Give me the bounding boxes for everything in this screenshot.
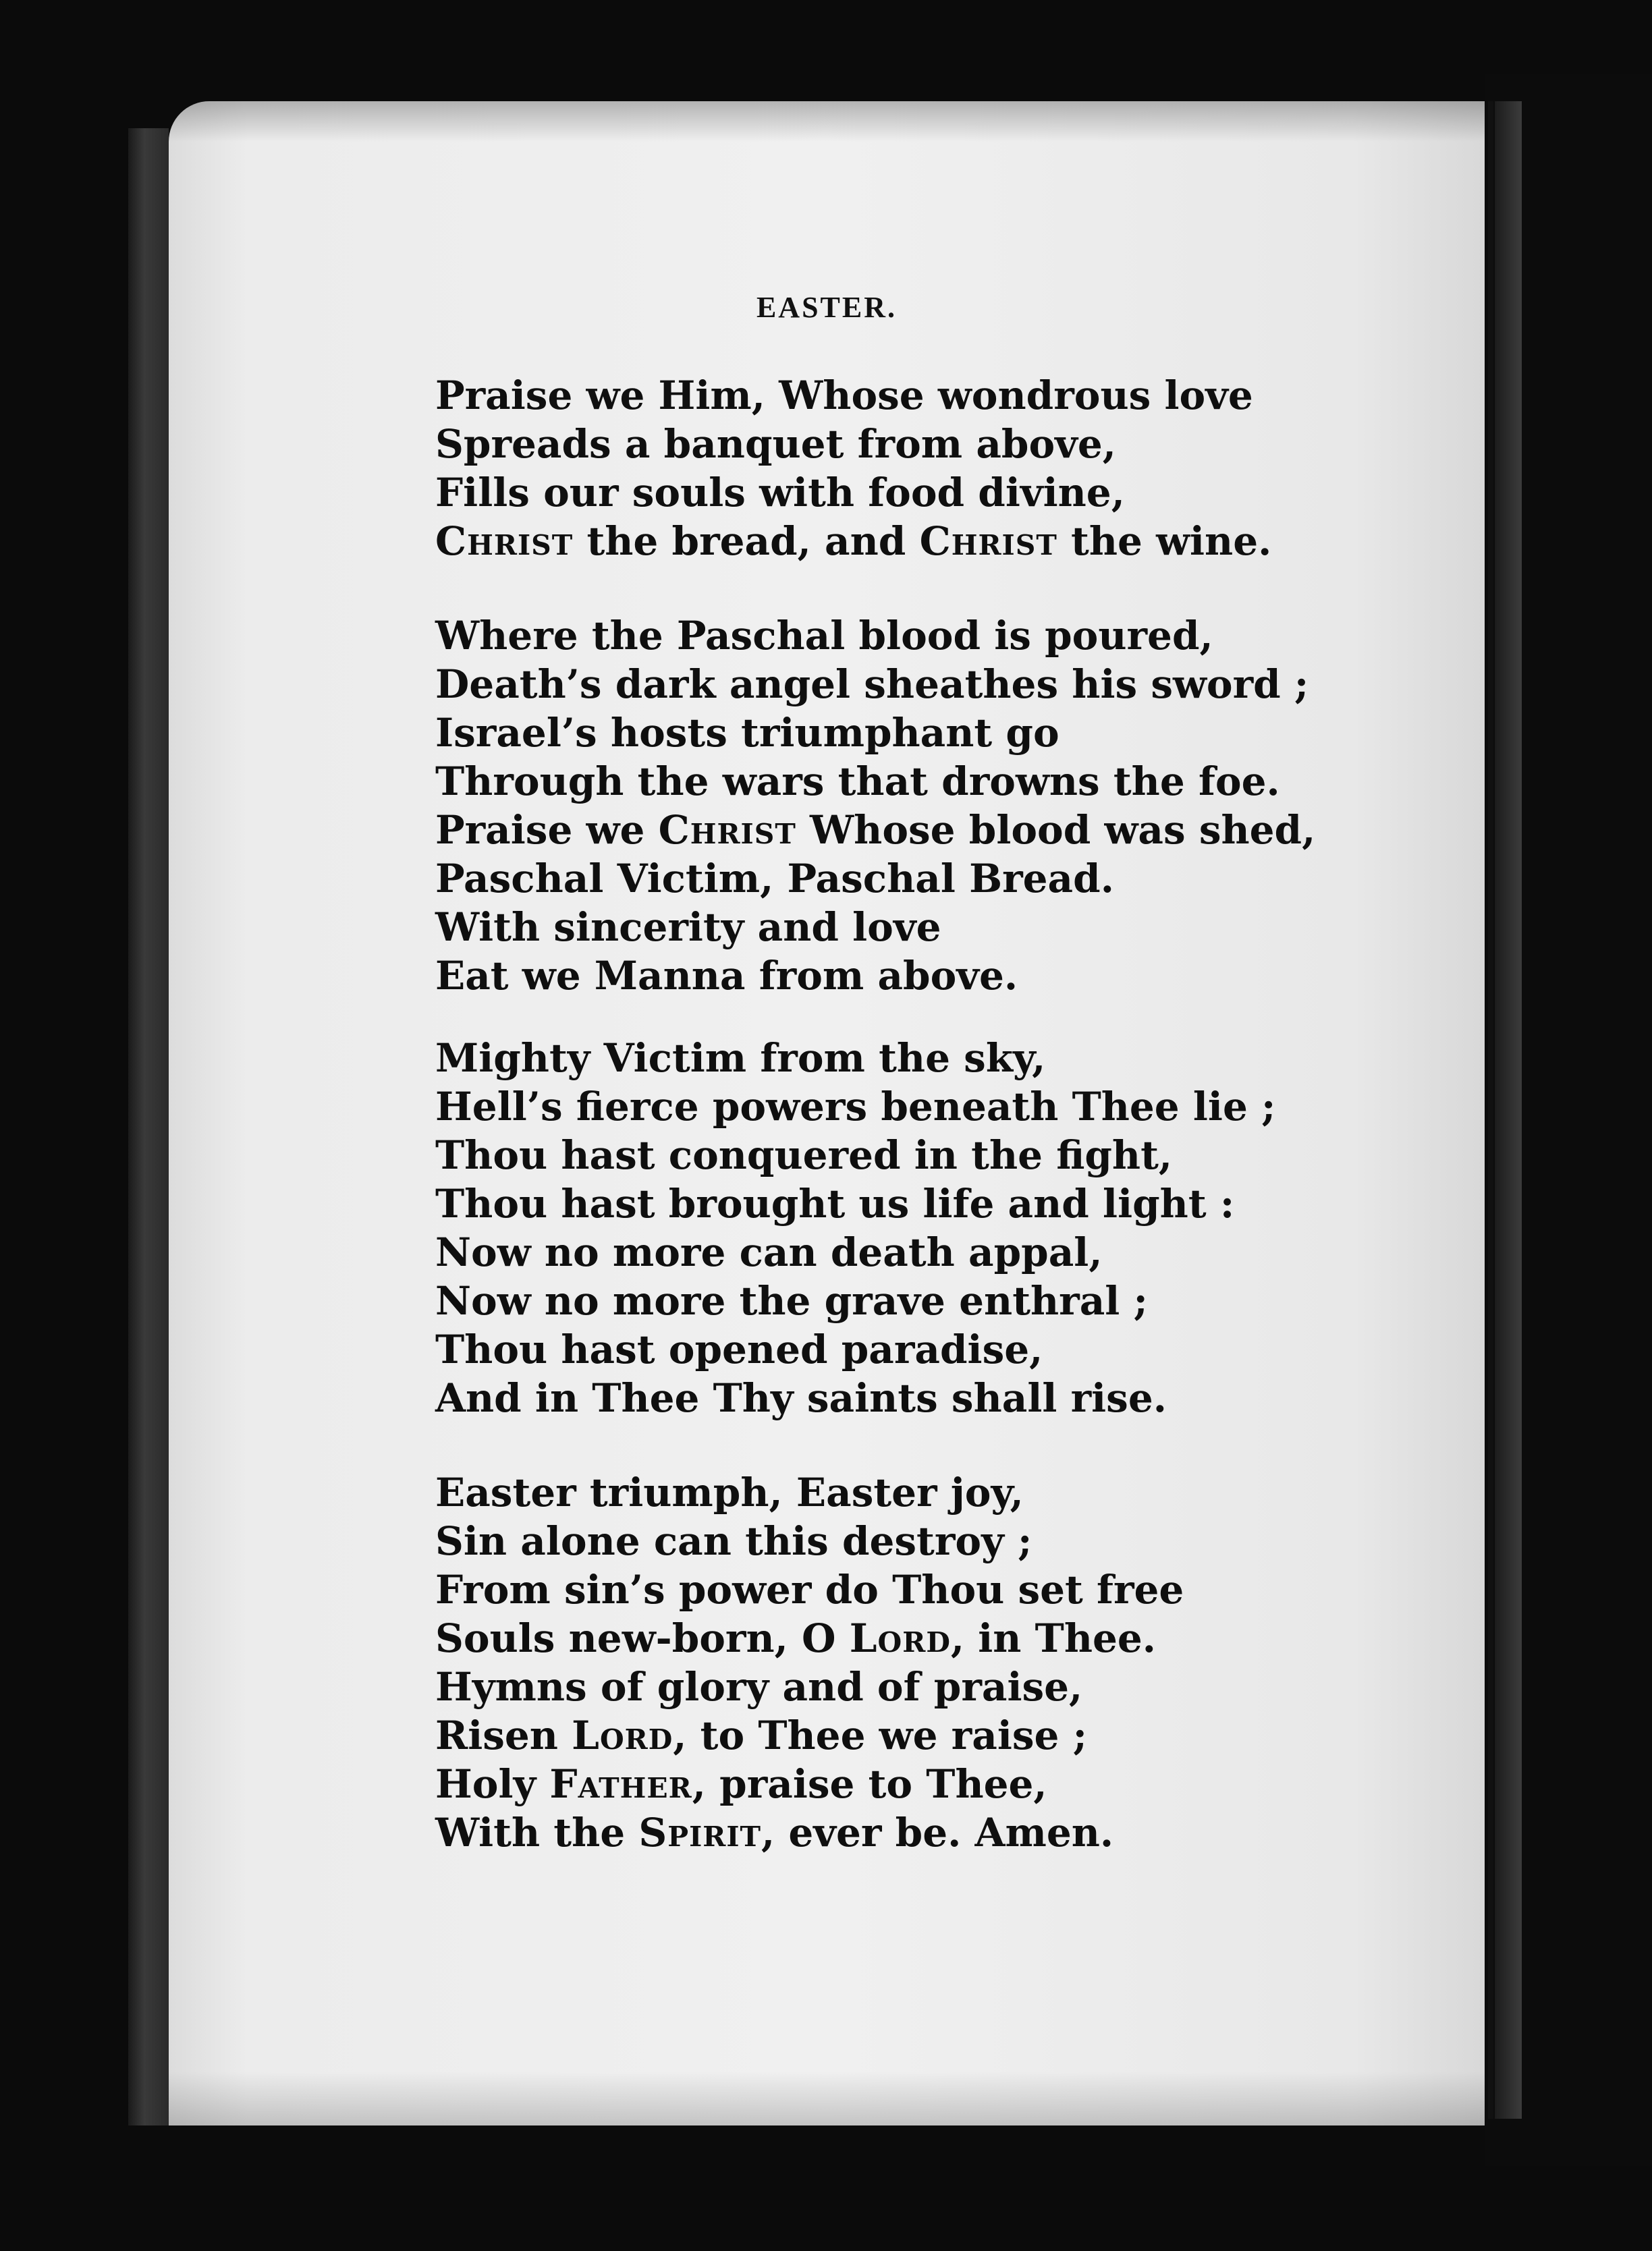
line-text: Death’s dark angel sheathes his sword ; [435,661,1309,707]
line-text: Sin alone can this destroy ; [435,1518,1032,1564]
small-caps-word: Christ [919,518,1057,564]
hymn-line [435,660,1461,708]
line-text: With sincerity and love [435,904,941,950]
hymn-line [435,611,1461,660]
facing-page-sliver [1495,101,1522,2119]
page-fold-line [1488,101,1493,2119]
line-text: Mighty Victim from the sky, [435,1035,1046,1081]
line-text: Hell’s fierce powers beneath Thee lie ; [435,1084,1276,1130]
hymn-line [435,1082,1461,1131]
line-text: , ever be. Amen. [761,1810,1114,1856]
hymn-line [435,1325,1461,1374]
hymn-line [435,854,1461,903]
hymn-line [435,1663,1461,1711]
hymn-line [435,1760,1461,1808]
hymn-line [435,903,1461,951]
page-top-shading [169,101,1485,142]
hymn-line [435,1517,1461,1565]
line-text: Praise we [435,807,659,853]
hymn-line [435,806,1461,854]
stanza [435,371,1461,565]
line-text: Thou hast opened paradise, [435,1327,1043,1372]
small-caps-word: Christ [658,807,796,853]
small-caps-word: Christ [435,518,574,564]
hymn-line [435,420,1461,468]
hymn-line [435,1277,1461,1325]
hymn-text [435,371,1461,1903]
line-text: Through the wars that drowns the foe. [435,758,1280,804]
line-text: Praise we Him, Whose wondrous love [435,372,1253,418]
line-text: Thou hast brought us life and light : [435,1181,1235,1227]
hymn-line [435,1131,1461,1179]
line-text: With the [435,1810,639,1856]
line-text: Now no more the grave enthral ; [435,1278,1148,1324]
line-text: the bread, and [573,518,920,564]
line-text: Spreads a banquet from above, [435,421,1116,467]
line-text: Eat we Manna from above. [435,953,1018,999]
hymn-line [435,1808,1461,1857]
line-text: Holy [435,1761,550,1807]
line-text: the wine. [1057,518,1272,564]
line-text: , praise to Thee, [692,1761,1047,1807]
book-spine-edge [128,128,169,2125]
small-caps-word: Father [549,1761,692,1807]
hymn-line [435,1711,1461,1760]
line-text: , to Thee we raise ; [673,1713,1088,1758]
line-text: Israel’s hosts triumphant go [435,710,1059,756]
line-text: Fills our souls with food divine, [435,470,1125,516]
hymn-line [435,371,1461,420]
line-text: Paschal Victim, Paschal Bread. [435,856,1114,901]
hymn-line [435,1228,1461,1277]
hymn-line [435,468,1461,517]
hymn-line [435,1374,1461,1422]
line-text: Souls new-born, O [435,1615,850,1661]
small-caps-word: Lord [849,1615,951,1661]
section-heading: EASTER. [756,291,898,324]
line-text: Whose blood was shed, [796,807,1316,853]
line-text: Easter triumph, Easter joy, [435,1470,1024,1516]
small-caps-word: Spirit [638,1810,762,1856]
line-text: Thou hast conquered in the fight, [435,1132,1173,1178]
line-text: Where the Paschal blood is poured, [435,613,1213,659]
hymn-line [435,1034,1461,1082]
small-caps-word: Lord [572,1713,673,1758]
hymn-line [435,951,1461,1000]
stanza [435,611,1461,1000]
hymn-line [435,757,1461,806]
hymn-line [435,1468,1461,1517]
line-text: And in Thee Thy saints shall rise. [435,1375,1167,1421]
line-text: Hymns of glory and of praise, [435,1664,1083,1710]
line-text: , in Thee. [950,1615,1156,1661]
hymn-line [435,1179,1461,1228]
stanza [435,1468,1461,1857]
line-text: Risen [435,1713,572,1758]
book-page [169,101,1485,2125]
hymn-line [435,517,1461,565]
hymn-line [435,1565,1461,1614]
stanza [435,1034,1461,1422]
page-bottom-shading [169,2072,1485,2125]
hymn-line [435,1614,1461,1663]
line-text: Now no more can death appal, [435,1229,1103,1275]
line-text: From sin’s power do Thou set free [435,1567,1184,1613]
hymn-line [435,708,1461,757]
